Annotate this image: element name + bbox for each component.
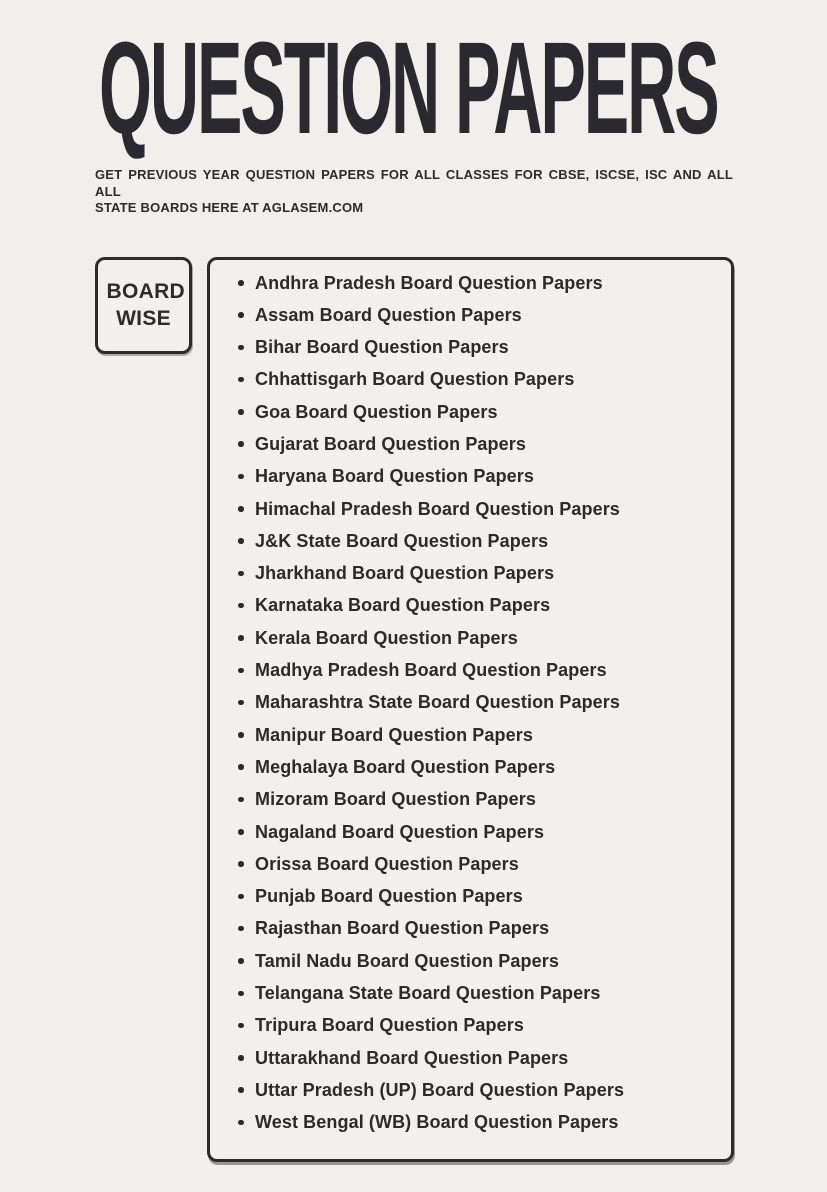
board-list-item[interactable] <box>255 1042 723 1074</box>
board-list-item[interactable] <box>255 1106 723 1138</box>
board-item-label: Assam Board Question Papers <box>255 304 522 325</box>
board-item-label: Kerala Board Question Papers <box>255 627 518 648</box>
board-item-label: Maharashtra State Board Question Papers <box>255 692 621 713</box>
board-item-label: Haryana Board Question Papers <box>255 466 534 487</box>
board-wise-label: BOARD WISE <box>106 280 185 330</box>
board-item-label: Manipur Board Question Papers <box>255 724 533 745</box>
board-list-item[interactable] <box>255 945 723 977</box>
board-item-label: Orissa Board Question Papers <box>255 853 519 874</box>
board-list-item[interactable] <box>255 783 723 815</box>
board-item-label: Meghalaya Board Question Papers <box>255 756 556 777</box>
board-item-label: Madhya Pradesh Board Question Papers <box>255 660 607 681</box>
board-item-label: Uttar Pradesh (UP) Board Question Papers <box>255 1079 625 1100</box>
page-subtitle <box>95 167 733 217</box>
board-list-item[interactable] <box>255 396 723 428</box>
board-list-item[interactable] <box>255 331 723 363</box>
board-item-label: West Bengal (WB) Board Question Papers <box>255 1112 619 1133</box>
page-root <box>0 14 827 1192</box>
content-row <box>95 257 827 1162</box>
board-item-label: Jharkhand Board Question Papers <box>255 563 555 584</box>
board-list-item[interactable] <box>255 493 723 525</box>
board-list-item[interactable] <box>255 1009 723 1041</box>
board-list-item[interactable] <box>255 525 723 557</box>
board-list-item[interactable] <box>255 428 723 460</box>
board-list-panel <box>207 257 734 1162</box>
subtitle-line-1: GET PREVIOUS YEAR QUESTION PAPERS FOR ALL CLASSES FOR CBSE, ISCSE, ISC AND ALL ALL <box>95 167 733 199</box>
board-list-item[interactable] <box>255 848 723 880</box>
board-list-item[interactable] <box>255 686 723 718</box>
board-item-label: Uttarakhand Board Question Papers <box>255 1047 569 1068</box>
board-list-item[interactable] <box>255 589 723 621</box>
board-list-item[interactable] <box>255 460 723 492</box>
board-item-label: J&K State Board Question Papers <box>255 530 549 551</box>
board-list-item[interactable] <box>255 1074 723 1106</box>
board-list-item[interactable] <box>255 719 723 751</box>
board-item-label: Himachal Pradesh Board Question Papers <box>255 498 620 519</box>
board-list-item[interactable] <box>255 880 723 912</box>
board-item-label: Rajasthan Board Question Papers <box>255 918 550 939</box>
board-item-label: Karnataka Board Question Papers <box>255 595 551 616</box>
page-title: QUESTION PAPERS <box>99 14 718 161</box>
board-list-item[interactable] <box>255 622 723 654</box>
board-item-label: Punjab Board Question Papers <box>255 886 523 907</box>
board-item-label: Goa Board Question Papers <box>255 401 498 422</box>
board-list-item[interactable] <box>255 299 723 331</box>
header <box>99 14 731 161</box>
board-list-item[interactable] <box>255 977 723 1009</box>
board-list-item[interactable] <box>255 751 723 783</box>
board-list-item[interactable] <box>255 654 723 686</box>
board-item-label: Tamil Nadu Board Question Papers <box>255 950 559 971</box>
subtitle-line-2: STATE BOARDS HERE AT AGLASEM.COM <box>95 200 364 215</box>
board-item-label: Tripura Board Question Papers <box>255 1015 524 1036</box>
board-list-item[interactable] <box>255 557 723 589</box>
board-item-label: Telangana State Board Question Papers <box>255 983 601 1004</box>
board-item-label: Chhattisgarh Board Question Papers <box>255 369 575 390</box>
board-item-label: Andhra Pradesh Board Question Papers <box>255 272 603 293</box>
board-list-item[interactable] <box>255 816 723 848</box>
board-item-label: Nagaland Board Question Papers <box>255 821 545 842</box>
board-item-label: Mizoram Board Question Papers <box>255 789 536 810</box>
board-list-item[interactable] <box>255 912 723 944</box>
board-wise-tab[interactable] <box>95 257 192 354</box>
board-list-item[interactable] <box>255 363 723 395</box>
board-item-label: Bihar Board Question Papers <box>255 337 509 358</box>
board-item-label: Gujarat Board Question Papers <box>255 433 526 454</box>
board-list-item[interactable] <box>255 267 723 299</box>
board-list <box>210 260 731 1139</box>
